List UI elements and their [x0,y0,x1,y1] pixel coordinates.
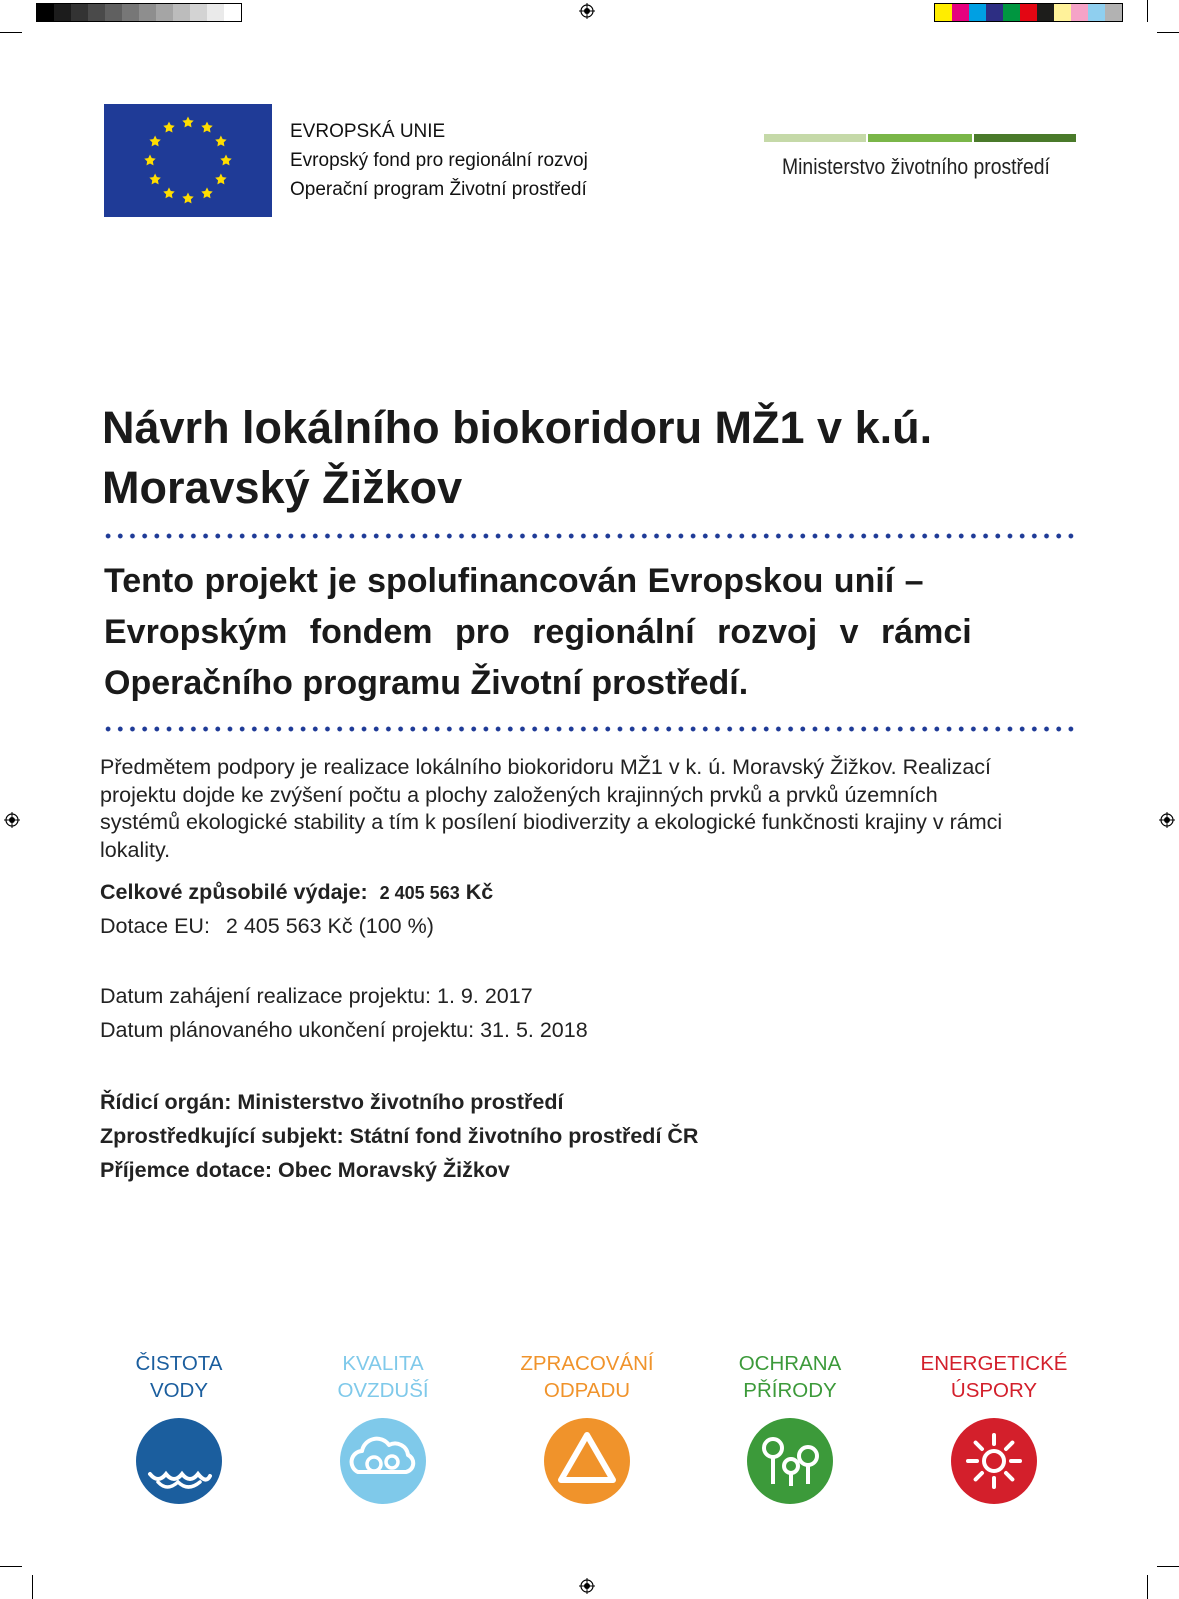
dotted-divider [102,533,1077,539]
category-label-line-2: PŘÍRODY [743,1379,837,1402]
crop-mark [1147,0,1148,22]
description-line-4: lokality. [100,837,171,862]
sun-icon [951,1418,1037,1504]
description-line-1: Předmětem podpory je realizace lokálního biokoridoru MŽ1 v k. ú. Moravský Žižkov. Realizací [100,755,992,779]
ministry-name: Ministerstvo životního prostředí [782,154,1050,179]
total-costs-value: 2 405 563 [379,883,460,903]
water-icon [136,1418,222,1504]
cofinancing-line-3: Operačního programu Životní prostředí. [104,664,749,702]
category-label-line-1: OCHRANA [738,1352,842,1375]
cofinancing-line-2: Evropským fondem pro regionální rozvoj v rámci [104,613,972,651]
crop-mark [0,1566,22,1567]
description-line-2: projektu dojde ke zvýšení počtu a plochy založených krajinných prvků a prvků územních [100,782,938,807]
eu-programme-name: Operační program Životní prostředí [290,179,587,200]
category-energy-savings [904,1350,1084,1404]
ministry-logo-bar-dark [974,134,1076,142]
crop-mark [1157,1566,1179,1567]
cofinancing-statement [104,556,1076,709]
crop-mark [1147,1575,1148,1599]
category-label-line-2: OVZDUŠÍ [337,1379,429,1402]
recycle-triangle-icon [544,1418,630,1504]
registration-mark-icon [4,812,20,828]
trees-icon [747,1418,833,1504]
category-label-line-1: KVALITA [342,1352,424,1375]
crop-mark [1157,32,1179,33]
project-title-line-2: Moravský Žižkov [102,462,463,513]
registration-mark-icon [1159,812,1175,828]
eu-subsidy-value: 2 405 563 Kč (100 %) [225,914,434,938]
total-costs-currency: Kč [465,880,494,904]
cmyk-color-bar [934,3,1123,22]
grayscale-color-bar [36,3,242,22]
eu-subsidy-label: Dotace EU: [100,914,210,938]
category-label-line-2: ODPADU [543,1379,631,1402]
eu-stars-icon [104,104,272,217]
ministry-logo-bar-medium [868,134,972,142]
crop-mark [0,32,22,33]
cofinancing-line-1: Tento projekt je spolufinancován Evropskou unií – [104,562,924,600]
category-waste-processing [497,1350,677,1404]
project-description [100,754,1100,864]
category-air-quality [293,1350,473,1404]
total-costs-label: Celkové způsobilé výdaje: [100,880,368,904]
category-label-line-1: ZPRACOVÁNÍ [520,1352,654,1375]
category-water-purity [89,1350,269,1404]
end-date: Datum plánovaného ukončení projektu: 31. 5. 2018 [100,1018,588,1042]
start-date: Datum zahájení realizace projektu: 1. 9. 2017 [100,984,533,1008]
category-label-line-2: VODY [149,1379,209,1402]
registration-mark-icon [579,1578,595,1594]
eu-name: EVROPSKÁ UNIE [290,121,446,142]
category-label-line-1: ENERGETICKÉ [920,1352,1068,1375]
eu-subsidy [100,914,434,939]
cloud-icon [340,1418,426,1504]
beneficiary: Příjemce dotace: Obec Moravský Žižkov [100,1158,510,1182]
description-line-3: systémů ekologické stability a tím k posílení biodiverzity a ekologické funkčnosti krajiny v rámci [100,810,1003,834]
ministry-logo-bar-light [764,134,866,142]
crop-mark [32,1575,33,1599]
eu-flag-logo [104,104,272,217]
category-label-line-2: ÚSPORY [950,1379,1038,1402]
category-nature-protection [700,1350,880,1404]
category-label-line-1: ČISTOTA [135,1352,223,1375]
dotted-divider [102,726,1077,732]
project-title-line-1: Návrh lokálního biokoridoru MŽ1 v k.ú. [102,402,933,453]
registration-mark-icon [579,3,595,19]
intermediate-body: Zprostředkující subjekt: Státní fond životního prostředí ČR [100,1124,699,1148]
eu-fund-name: Evropský fond pro regionální rozvoj [290,150,588,171]
managing-authority: Řídicí orgán: Ministerstvo životního prostředí [100,1090,564,1114]
total-costs [100,880,493,905]
